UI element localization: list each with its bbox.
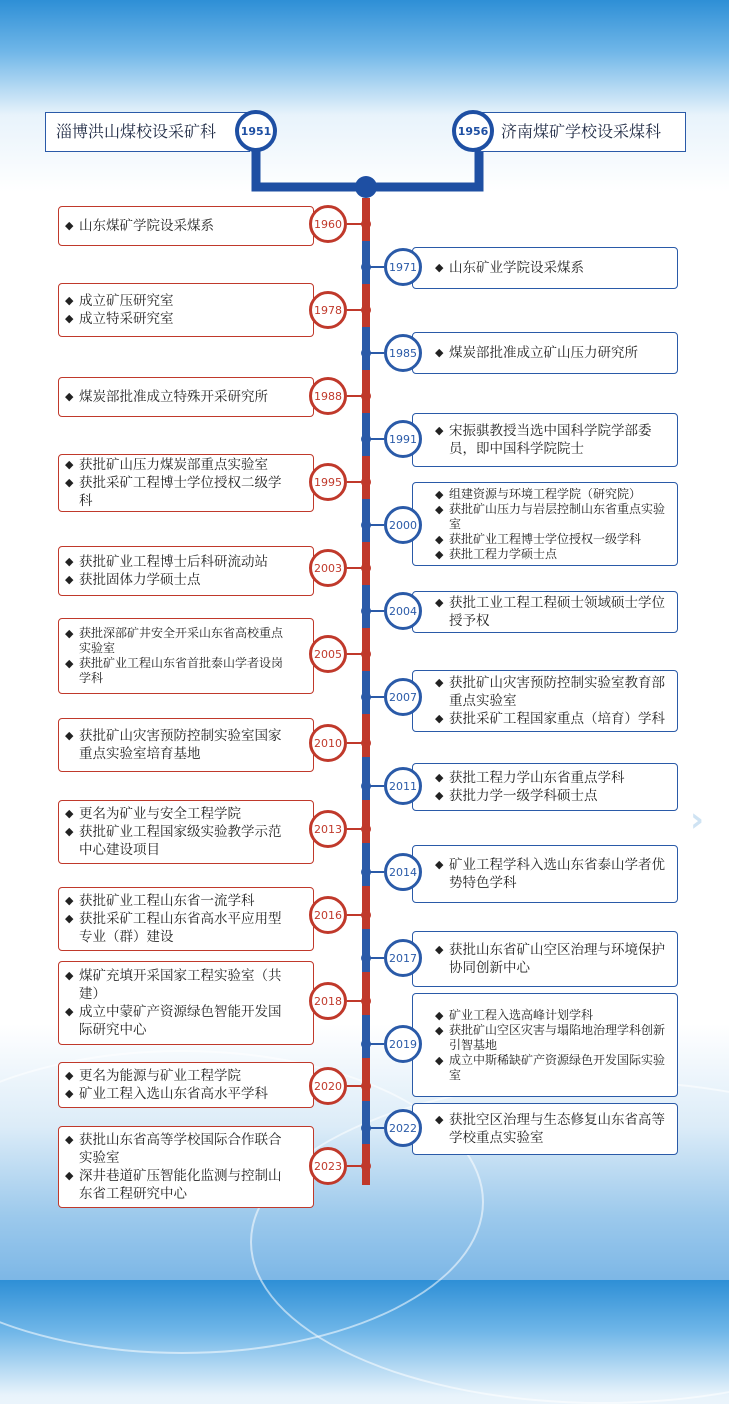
event-item [65,553,283,571]
diamond-bullet-icon: ◆ [65,1087,74,1100]
event-item-text: 获批工程力学硕士点 [449,546,558,561]
timeline-node-dot [361,1161,371,1171]
event-card-2010 [58,718,314,772]
top-box-left: 淄博洪山煤校设采矿科 [45,112,250,152]
event-item-text: 成立特采研究室 [79,311,174,327]
event-item [65,626,283,656]
year-badge-2010: 2010 [309,724,347,762]
year-badge-2022: 2022 [384,1109,422,1147]
event-item-text: 获批矿山空区灾害与塌陷地治理学科创新引智基地 [449,1022,666,1052]
event-item-text: 矿业工程入选山东省高水平学科 [79,1086,268,1102]
year-badge-2020: 2020 [309,1067,347,1105]
diamond-bullet-icon: ◆ [65,390,74,403]
event-card-1991 [412,413,678,467]
event-item-text: 成立中蒙矿产资源绿色智能开发国际研究中心 [79,1004,282,1038]
event-item [65,1131,283,1167]
timeline-node-dot [361,391,371,401]
event-item [435,674,671,710]
event-item [65,456,283,474]
event-item-text: 获批采矿工程山东省高水平应用型专业（群）建设 [79,911,282,945]
event-card-1960 [58,206,314,246]
year-badge-1985: 1985 [384,334,422,372]
event-item [435,532,671,547]
diamond-bullet-icon: ◆ [65,458,74,471]
event-item [65,388,283,406]
event-card-2016 [58,887,314,951]
event-item-text: 宋振骐教授当选中国科学院学部委员，即中国科学院院士 [449,423,652,457]
event-item [435,487,671,502]
diamond-bullet-icon: ◆ [435,502,444,516]
spine-segment [362,929,370,972]
event-item-text: 获批工业工程工程硕士领域硕士学位授予权 [449,595,665,629]
decorative-arrows-icon: › [690,800,705,840]
diamond-bullet-icon: ◆ [65,729,74,742]
spine-segment [362,1015,370,1058]
event-item-text: 获批矿山灾害预防控制实验室国家重点实验室培育基地 [79,728,282,762]
top-box-right: 济南煤矿学校设采煤科 [480,112,686,152]
event-card-2011 [412,763,678,811]
year-badge-1971: 1971 [384,248,422,286]
timeline-node-dot [361,910,371,920]
event-item [435,594,671,630]
year-badge-2017: 2017 [384,939,422,977]
diamond-bullet-icon: ◆ [65,627,74,640]
event-item-text: 矿业工程学科入选山东省泰山学者优势特色学科 [449,857,665,891]
year-badge-2003: 2003 [309,549,347,587]
spine-segment [362,757,370,800]
event-item [65,656,283,686]
event-card-1978 [58,283,314,337]
event-item [65,967,283,1003]
diamond-bullet-icon: ◆ [435,1113,444,1126]
diamond-bullet-icon: ◆ [65,1005,74,1018]
timeline-node-dot [361,563,371,573]
year-badge-1978: 1978 [309,291,347,329]
diamond-bullet-icon: ◆ [435,487,444,501]
diamond-bullet-icon: ◆ [435,346,444,359]
timeline-node-dot [361,520,371,530]
year-badge-1988: 1988 [309,377,347,415]
event-item-text: 更名为矿业与安全工程学院 [79,806,241,822]
year-badge-2005: 2005 [309,635,347,673]
event-card-2003 [58,546,314,596]
event-item [65,910,283,946]
event-item-text: 成立中斯稀缺矿产资源绿色开发国际实验室 [449,1052,666,1082]
diamond-bullet-icon: ◆ [65,1069,74,1082]
year-badge-2004: 2004 [384,592,422,630]
event-card-2014 [412,845,678,903]
diamond-bullet-icon: ◆ [65,294,74,307]
timeline-node-dot [361,305,371,315]
timeline-node-dot [361,781,371,791]
year-badge-2013: 2013 [309,810,347,848]
event-item-text: 获批矿山压力与岩层控制山东省重点实验室 [449,501,666,531]
timeline-node-dot [361,1081,371,1091]
event-card-2023 [58,1126,314,1208]
event-card-2000 [412,482,678,566]
year-badge-2018: 2018 [309,982,347,1020]
event-card-2004 [412,591,678,633]
event-item [435,710,671,728]
diamond-bullet-icon: ◆ [65,894,74,907]
event-card-2020 [58,1062,314,1108]
diamond-bullet-icon: ◆ [435,1008,444,1022]
event-item [65,310,283,328]
event-item-text: 获批山东省高等学校国际合作联合实验室 [79,1132,282,1166]
event-card-1985 [412,332,678,374]
event-item-text: 深井巷道矿压智能化监测与控制山东省工程研究中心 [79,1168,282,1202]
timeline-node-dot [361,692,371,702]
event-item [435,422,671,458]
event-card-1995 [58,454,314,512]
event-item [435,344,671,362]
spine-segment [362,843,370,886]
event-item-text: 山东矿业学院设采煤系 [449,260,584,276]
year-badge-2000: 2000 [384,506,422,544]
timeline-node-dot [361,824,371,834]
timeline-node-dot [361,262,371,272]
event-item-text: 获批矿业工程山东省首批泰山学者设岗学科 [79,656,284,685]
event-item [435,1008,671,1023]
event-card-2013 [58,800,314,864]
timeline-node-dot [361,649,371,659]
diamond-bullet-icon: ◆ [435,1053,444,1067]
diamond-bullet-icon: ◆ [65,807,74,820]
event-item [65,892,283,910]
event-item [435,1053,671,1083]
event-item [435,1111,671,1147]
event-item-text: 煤炭部批准成立矿山压力研究所 [449,345,638,361]
timeline-node-dot [361,1039,371,1049]
diamond-bullet-icon: ◆ [435,532,444,546]
diamond-bullet-icon: ◆ [435,712,444,725]
event-item-text: 山东煤矿学院设采煤系 [79,218,214,234]
event-card-2019 [412,993,678,1097]
event-item [65,292,283,310]
event-item-text: 获批空区治理与生态修复山东省高等学校重点实验室 [449,1112,665,1146]
event-item [435,787,671,805]
event-item-text: 获批工程力学山东省重点学科 [449,770,625,786]
event-item [435,856,671,892]
event-card-2017 [412,931,678,987]
top-year-badge-right: 1956 [452,110,494,152]
year-badge-1960: 1960 [309,205,347,243]
spine-segment [362,972,370,1015]
event-item-text: 组建资源与环境工程学院（研究院） [449,486,642,501]
year-badge-2023: 2023 [309,1147,347,1185]
diamond-bullet-icon: ◆ [65,1169,74,1182]
diamond-bullet-icon: ◆ [435,596,444,609]
diamond-bullet-icon: ◆ [65,969,74,982]
event-item [65,571,283,589]
event-card-1988 [58,377,314,417]
event-item-text: 获批采矿工程国家重点（培育）学科 [449,711,665,727]
event-item [435,1023,671,1053]
spine-segment [362,714,370,757]
diamond-bullet-icon: ◆ [65,555,74,568]
timeline-node-dot [361,1123,371,1133]
diamond-bullet-icon: ◆ [65,312,74,325]
event-item-text: 获批矿业工程山东省一流学科 [79,893,255,909]
diamond-bullet-icon: ◆ [435,858,444,871]
timeline-node-dot [361,219,371,229]
event-item [65,1067,283,1085]
event-item-text: 获批矿山压力煤炭部重点实验室 [79,457,268,473]
top-year-badge-left: 1951 [235,110,277,152]
year-badge-2011: 2011 [384,767,422,805]
event-item-text: 煤矿充填开采国家工程实验室（共建） [79,968,282,1002]
event-item-text: 更名为能源与矿业工程学院 [79,1068,241,1084]
diamond-bullet-icon: ◆ [435,676,444,689]
event-item [435,769,671,787]
event-card-2022 [412,1103,678,1155]
diamond-bullet-icon: ◆ [435,547,444,561]
diamond-bullet-icon: ◆ [435,789,444,802]
diamond-bullet-icon: ◆ [65,912,74,925]
timeline-node-dot [361,953,371,963]
spine-segment [362,800,370,843]
event-item-text: 煤炭部批准成立特殊开采研究所 [79,389,268,405]
year-badge-2019: 2019 [384,1025,422,1063]
year-badge-2014: 2014 [384,853,422,891]
timeline-node-dot [361,738,371,748]
event-item-text: 获批矿业工程博士后科研流动站 [79,554,268,570]
diamond-bullet-icon: ◆ [435,424,444,437]
diamond-bullet-icon: ◆ [65,657,74,670]
event-card-2005 [58,618,314,694]
event-item-text: 成立矿压研究室 [79,293,174,309]
diamond-bullet-icon: ◆ [435,261,444,274]
event-item [65,217,283,235]
event-item [65,805,283,823]
year-badge-2016: 2016 [309,896,347,934]
diamond-bullet-icon: ◆ [65,1133,74,1146]
event-item [435,259,671,277]
spine-segment [362,886,370,929]
year-badge-1995: 1995 [309,463,347,501]
diamond-bullet-icon: ◆ [435,1023,444,1037]
event-item [65,1003,283,1039]
timeline-node-dot [361,996,371,1006]
event-card-2007 [412,670,678,732]
event-item-text: 矿业工程入选高峰计划学科 [449,1007,594,1022]
diamond-bullet-icon: ◆ [65,825,74,838]
event-item [435,502,671,532]
timeline-node-dot [361,606,371,616]
event-item [65,1085,283,1103]
event-item [65,474,283,510]
event-item [435,941,671,977]
event-item-text: 获批固体力学硕士点 [79,572,201,588]
event-item [65,727,283,763]
event-item-text: 获批采矿工程博士学位授权二级学科 [79,475,282,509]
event-item [65,1167,283,1203]
event-item [435,547,671,562]
event-item-text: 获批山东省矿山空区治理与环境保护协同创新中心 [449,942,665,976]
event-item-text: 获批力学一级学科硕士点 [449,788,598,804]
diamond-bullet-icon: ◆ [435,771,444,784]
event-item [65,823,283,859]
timeline-node-dot [361,434,371,444]
event-item-text: 获批矿山灾害预防控制实验室教育部重点实验室 [449,675,665,709]
event-item-text: 获批深部矿井安全开采山东省高校重点实验室 [79,626,284,655]
diamond-bullet-icon: ◆ [65,573,74,586]
event-card-2018 [58,961,314,1045]
timeline-node-dot [361,867,371,877]
diamond-bullet-icon: ◆ [435,943,444,956]
event-item-text: 获批矿业工程国家级实验教学示范中心建设项目 [79,824,282,858]
event-card-1971 [412,247,678,289]
timeline-node-dot [361,348,371,358]
year-badge-2007: 2007 [384,678,422,716]
spine-segment [362,1058,370,1101]
diamond-bullet-icon: ◆ [65,219,74,232]
timeline-node-dot [361,477,371,487]
year-badge-1991: 1991 [384,420,422,458]
diamond-bullet-icon: ◆ [65,476,74,489]
event-item-text: 获批矿业工程博士学位授权一级学科 [449,531,642,546]
